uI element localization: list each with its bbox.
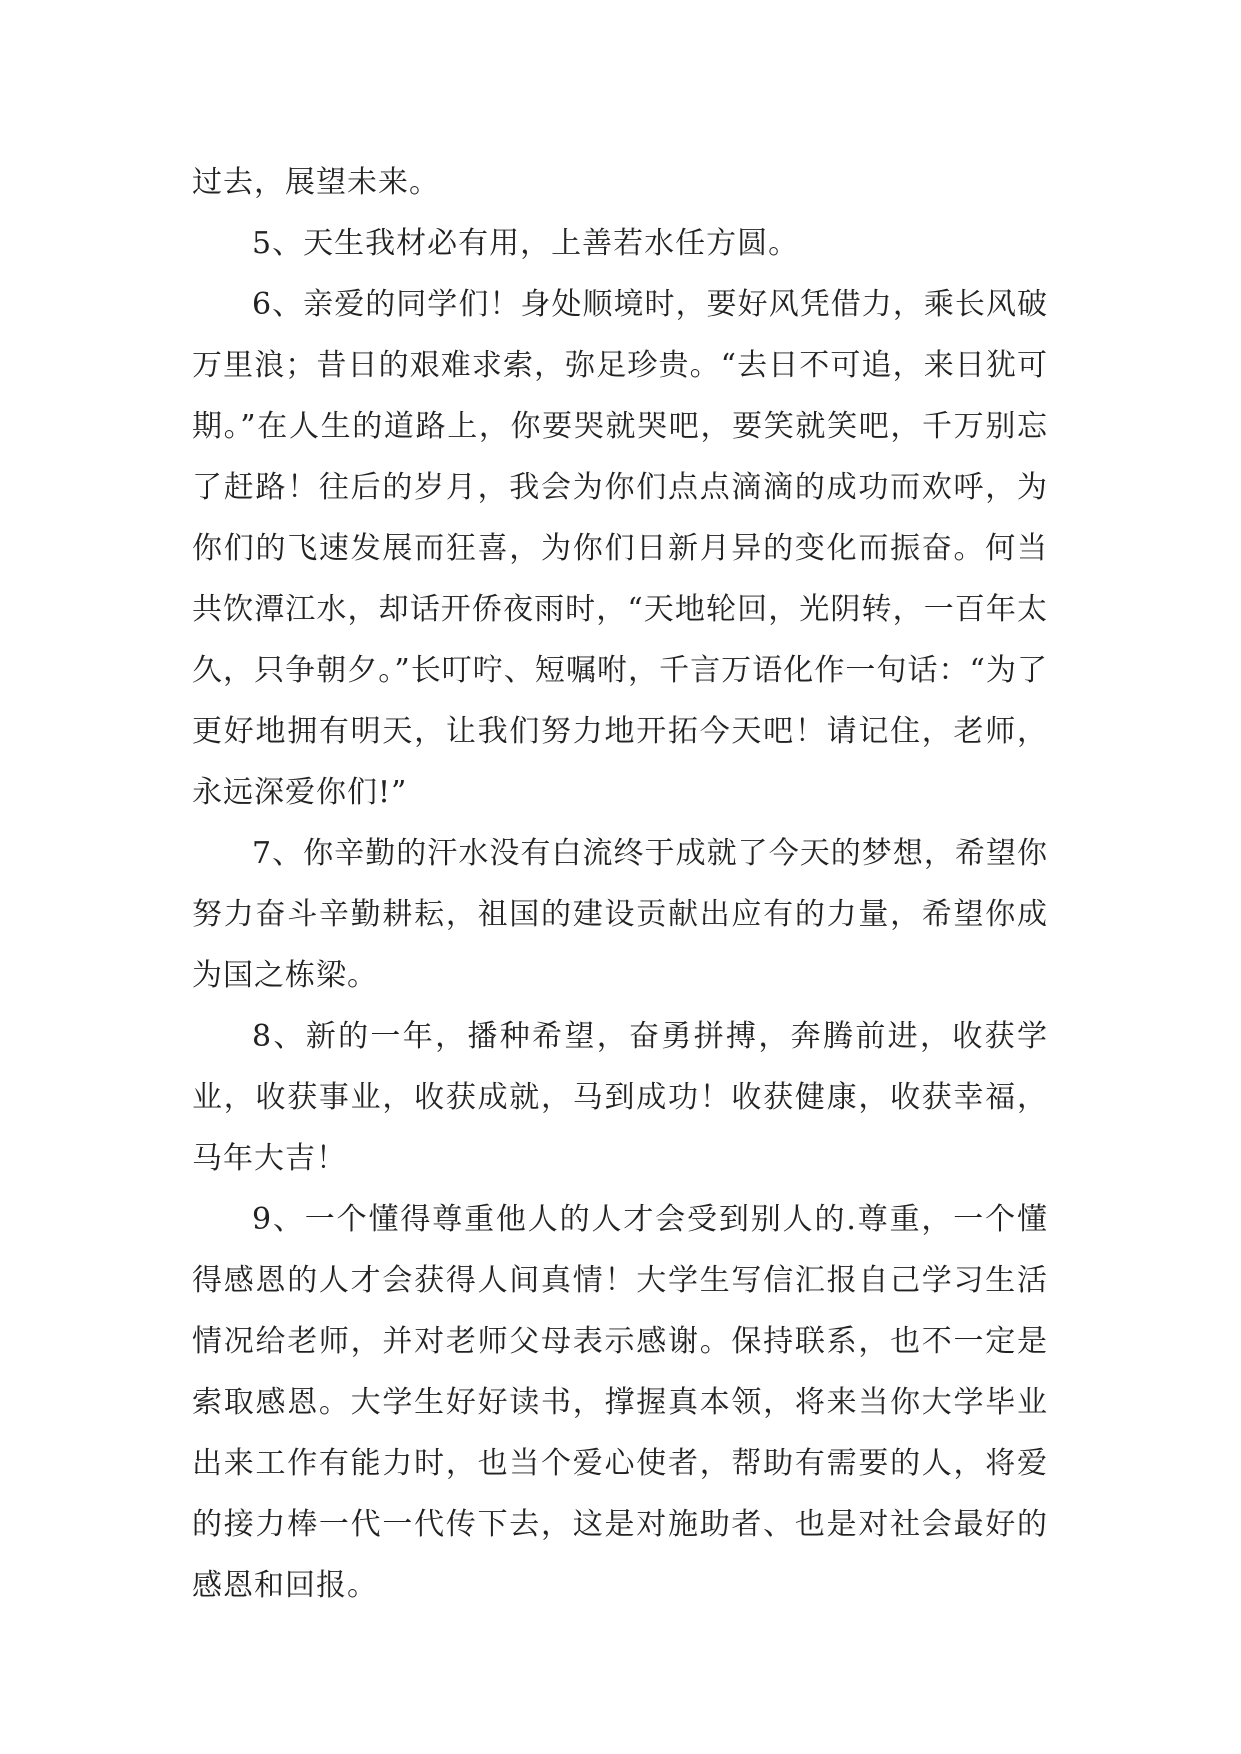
paragraph-continued: 过去，展望未来。 xyxy=(192,165,440,200)
document-body xyxy=(192,152,1048,1616)
paragraph-item-5: 5、天生我材必有用，上善若水任方圆。 xyxy=(252,226,800,261)
paragraph-item-9: 9、一个懂得尊重他人的人才会受到别人的.尊重，一个懂得感恩的人才会获得人间真情！大学生写信汇报自己学习生活情况给老师，并对老师父母表示感谢。保持联系，也不一定是索取感恩。大学生好好读书，撑握真本领，将来当你大学毕业出来工作有能力时，也当个爱心使者，帮助有需要的人，将爱的接力棒一代一代传下去，这是对施助者、也是对社会最好的感恩和回报。 xyxy=(192,1202,1048,1603)
paragraph-item-6: 6、亲爱的同学们！身处顺境时，要好风凭借力，乘长风破万里浪；昔日的艰难求索，弥足珍贵。“去日不可追，来日犹可期。”在人生的道路上，你要哭就哭吧，要笑就笑吧，千万别忘了赶路！往后的岁月，我会为你们点点滴滴的成功而欢呼，为你们的飞速发展而狂喜，为你们日新月异的变化而振奋。何当共饮潭江水，却话开侨夜雨时，“天地轮回，光阴转，一百年太久，只争朝夕。”长叮咛、短嘱咐，千言万语化作一句话：“为了更好地拥有明天，让我们努力地开拓今天吧！请记住，老师，永远深爱你们!” xyxy=(192,287,1048,810)
paragraph-item-8: 8、新的一年，播种希望，奋勇拼搏，奔腾前进，收获学业，收获事业，收获成就，马到成功！收获健康，收获幸福，马年大吉！ xyxy=(192,1019,1048,1176)
paragraph-item-7: 7、你辛勤的汗水没有白流终于成就了今天的梦想，希望你努力奋斗辛勤耕耘，祖国的建设贡献出应有的力量，希望你成为国之栋梁。 xyxy=(192,836,1048,993)
